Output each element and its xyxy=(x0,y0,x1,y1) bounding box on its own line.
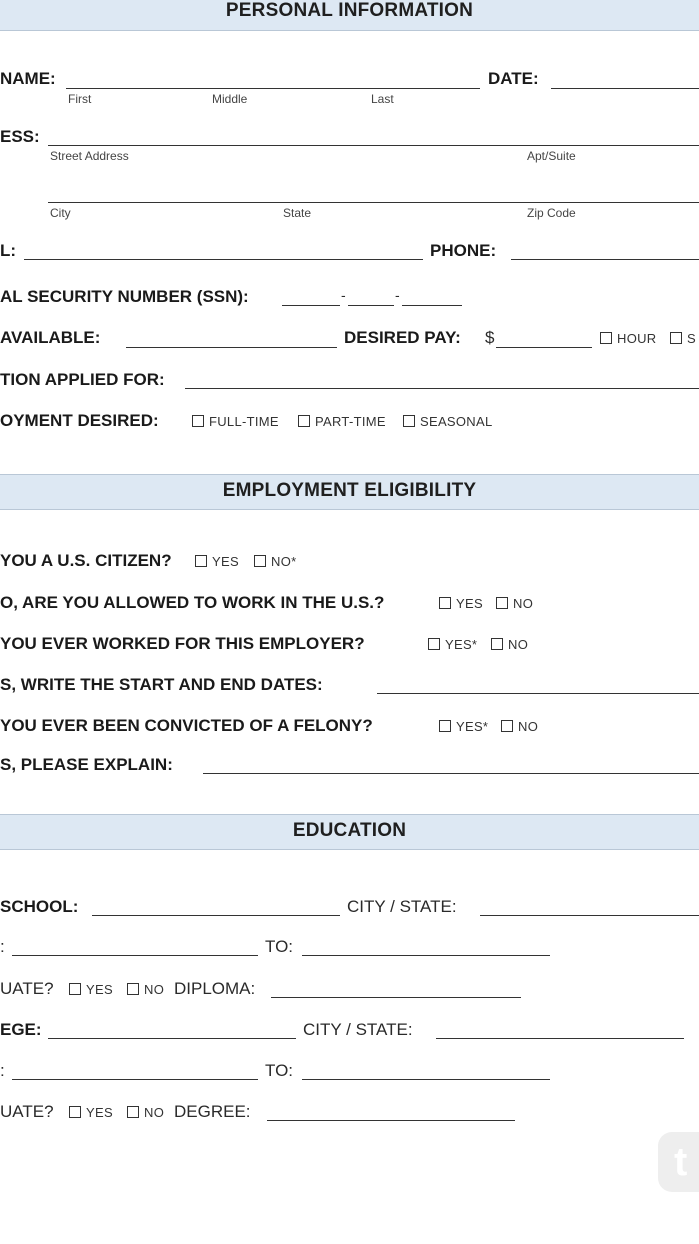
name-sub-middle: Middle xyxy=(212,92,248,106)
explain-question: S, PLEASE EXPLAIN: xyxy=(0,755,173,774)
name-sub-first: First xyxy=(68,92,92,106)
email-field[interactable] xyxy=(24,259,423,260)
school-from-label: : xyxy=(0,937,5,956)
college-graduate-label: UATE? xyxy=(0,1102,54,1121)
ssn-label: AL SECURITY NUMBER (SSN): xyxy=(0,287,249,306)
addr-sub-city: City xyxy=(50,206,71,220)
work-auth-yes-checkbox[interactable] xyxy=(439,597,451,609)
section-title-education: EDUCATION xyxy=(292,820,407,841)
worked-before-yes-checkbox[interactable] xyxy=(428,638,440,650)
dates-field[interactable] xyxy=(377,693,699,694)
section-title-personal: PERSONAL INFORMATION xyxy=(225,0,474,21)
college-from-label: : xyxy=(0,1061,5,1080)
part-time-checkbox[interactable] xyxy=(298,415,310,427)
school-field[interactable] xyxy=(92,915,340,916)
work-auth-yes-option[interactable]: YES xyxy=(437,596,483,611)
college-to-field[interactable] xyxy=(302,1079,550,1080)
desired-pay-label: DESIRED PAY: xyxy=(344,328,461,347)
employment-desired-label: OYMENT DESIRED: xyxy=(0,411,159,430)
name-sub-last: Last xyxy=(371,92,394,106)
seasonal-checkbox[interactable] xyxy=(403,415,415,427)
dates-question: S, WRITE THE START AND END DATES: xyxy=(0,675,323,694)
college-to-label: TO: xyxy=(265,1061,294,1080)
date-field[interactable] xyxy=(551,88,699,89)
addr-sub-street: Street Address xyxy=(50,149,129,163)
citizen-no-checkbox[interactable] xyxy=(254,555,266,567)
work-authorization-question: O, ARE YOU ALLOWED TO WORK IN THE U.S.? xyxy=(0,593,385,612)
school-label: SCHOOL: xyxy=(0,897,79,916)
salary-checkbox[interactable] xyxy=(670,332,682,344)
school-grad-no-checkbox[interactable] xyxy=(127,983,139,995)
address-label: ESS: xyxy=(0,127,40,146)
school-to-field[interactable] xyxy=(302,955,550,956)
addr-sub-state: State xyxy=(283,206,312,220)
ssn-field-3[interactable] xyxy=(402,305,462,306)
worked-before-no-option[interactable]: NO xyxy=(489,637,528,652)
worked-before-question: YOU EVER WORKED FOR THIS EMPLOYER? xyxy=(0,634,365,653)
position-label: TION APPLIED FOR: xyxy=(0,370,165,389)
phone-field[interactable] xyxy=(511,259,699,260)
citizen-no-option[interactable]: NO* xyxy=(252,554,296,569)
full-time-option[interactable]: FULL-TIME xyxy=(190,414,279,429)
ssn-separator-1: - xyxy=(341,287,346,303)
seasonal-option[interactable]: SEASONAL xyxy=(401,414,492,429)
school-city-state-field[interactable] xyxy=(480,915,699,916)
college-city-state-label: CITY / STATE: xyxy=(303,1020,413,1039)
college-label: EGE: xyxy=(0,1020,42,1039)
hour-checkbox[interactable] xyxy=(600,332,612,344)
hour-option[interactable]: HOUR xyxy=(598,331,656,346)
explain-field[interactable] xyxy=(203,773,699,774)
street-address-field[interactable] xyxy=(48,145,699,146)
addr-sub-zip: Zip Code xyxy=(527,206,576,220)
degree-label: DEGREE: xyxy=(174,1102,251,1121)
school-from-field[interactable] xyxy=(12,955,258,956)
felony-yes-checkbox[interactable] xyxy=(439,720,451,732)
watermark-logo-glyph: t xyxy=(674,1140,688,1184)
phone-label: PHONE: xyxy=(430,241,497,260)
currency-symbol: $ xyxy=(485,328,495,347)
school-graduate-label: UATE? xyxy=(0,979,54,998)
school-city-state-label: CITY / STATE: xyxy=(347,897,457,916)
school-to-label: TO: xyxy=(265,937,294,956)
worked-before-yes-option[interactable]: YES* xyxy=(426,637,477,652)
ssn-field-1[interactable] xyxy=(282,305,340,306)
addr-sub-apt: Apt/Suite xyxy=(527,149,576,163)
email-label: L: xyxy=(0,241,17,260)
part-time-option[interactable]: PART-TIME xyxy=(296,414,386,429)
available-date-field[interactable] xyxy=(126,347,337,348)
college-field[interactable] xyxy=(48,1038,296,1039)
position-field[interactable] xyxy=(185,388,699,389)
citizen-question: YOU A U.S. CITIZEN? xyxy=(0,551,172,570)
college-grad-no-checkbox[interactable] xyxy=(127,1106,139,1118)
felony-no-checkbox[interactable] xyxy=(501,720,513,732)
school-grad-yes-checkbox[interactable] xyxy=(69,983,81,995)
work-auth-no-option[interactable]: NO xyxy=(494,596,533,611)
diploma-field[interactable] xyxy=(271,997,521,998)
full-time-checkbox[interactable] xyxy=(192,415,204,427)
section-title-eligibility: EMPLOYMENT ELIGIBILITY xyxy=(222,480,477,501)
ssn-separator-2: - xyxy=(395,287,400,303)
desired-pay-field[interactable] xyxy=(496,347,592,348)
felony-no-option[interactable]: NO xyxy=(499,719,538,734)
school-grad-no-option[interactable]: NO xyxy=(125,982,164,997)
citizen-yes-checkbox[interactable] xyxy=(195,555,207,567)
ssn-field-2[interactable] xyxy=(348,305,394,306)
college-grad-yes-option[interactable]: YES xyxy=(67,1105,113,1120)
date-label: DATE: xyxy=(488,69,539,88)
diploma-label: DIPLOMA: xyxy=(174,979,256,998)
college-from-field[interactable] xyxy=(12,1079,258,1080)
college-grad-yes-checkbox[interactable] xyxy=(69,1106,81,1118)
name-label: NAME: xyxy=(0,69,56,88)
name-field[interactable] xyxy=(66,88,480,89)
felony-question: YOU EVER BEEN CONVICTED OF A FELONY? xyxy=(0,716,373,735)
college-grad-no-option[interactable]: NO xyxy=(125,1105,164,1120)
work-auth-no-checkbox[interactable] xyxy=(496,597,508,609)
college-city-state-field[interactable] xyxy=(436,1038,684,1039)
citizen-yes-option[interactable]: YES xyxy=(193,554,239,569)
city-state-zip-field[interactable] xyxy=(48,202,699,203)
available-label: AVAILABLE: xyxy=(0,328,101,347)
salary-option[interactable]: S xyxy=(668,331,696,346)
felony-yes-option[interactable]: YES* xyxy=(437,719,488,734)
school-grad-yes-option[interactable]: YES xyxy=(67,982,113,997)
degree-field[interactable] xyxy=(267,1120,515,1121)
worked-before-no-checkbox[interactable] xyxy=(491,638,503,650)
